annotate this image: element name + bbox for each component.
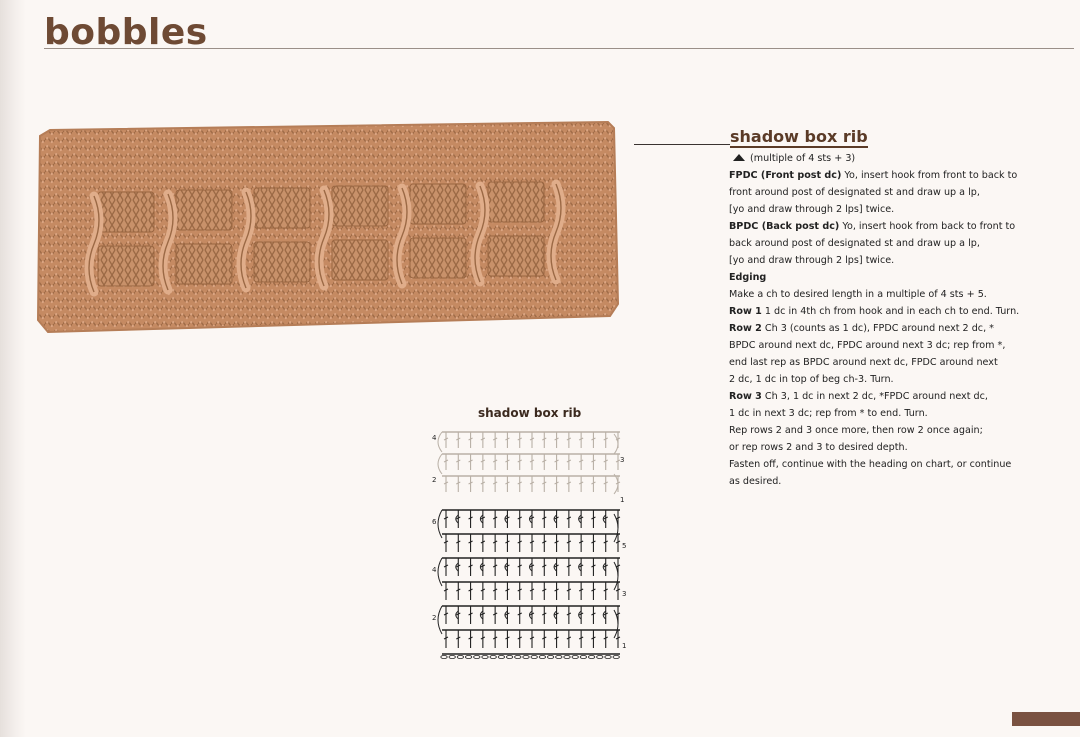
instruction-line — [729, 167, 1049, 184]
instruction-text: Make a ch to desired length in a multiple of 4 sts + 5. — [729, 289, 987, 300]
instruction-line — [729, 473, 1049, 490]
chart-heading-section — [438, 432, 620, 494]
instruction-line — [729, 354, 1049, 371]
instruction-line — [729, 422, 1049, 439]
chart-title: shadow box rib — [478, 406, 582, 420]
instruction-text: [yo and draw through 2 lps] twice. — [729, 204, 895, 215]
pattern-instructions — [729, 150, 1049, 490]
chain-stitch — [465, 655, 471, 658]
instruction-line — [729, 405, 1049, 422]
instruction-line — [729, 337, 1049, 354]
row-number: 2 — [432, 614, 437, 622]
instruction-text: Rep rows 2 and 3 once more, then row 2 once again; — [729, 425, 983, 436]
instruction-text: Yo, insert hook from front to back to — [841, 170, 1018, 181]
instruction-line — [729, 150, 1049, 167]
chain-stitch — [441, 655, 447, 658]
row-number: 5 — [622, 542, 627, 550]
instruction-line — [729, 201, 1049, 218]
instruction-bold-term: Row 1 — [729, 306, 762, 317]
chain-stitch — [605, 655, 611, 658]
turning-chain — [438, 432, 442, 452]
chain-stitch — [490, 655, 496, 658]
instruction-line — [729, 439, 1049, 456]
instruction-text: as desired. — [729, 476, 782, 487]
triangle-skill-icon — [733, 154, 745, 161]
turning-chain — [438, 558, 442, 586]
chain-stitch — [449, 655, 455, 658]
row-number: 3 — [622, 590, 627, 598]
instruction-line — [729, 218, 1049, 235]
swatch-photo — [36, 120, 620, 338]
chain-stitch — [597, 655, 603, 658]
instruction-line — [729, 456, 1049, 473]
instruction-line — [729, 286, 1049, 303]
instruction-bold-term: Row 2 — [729, 323, 762, 334]
chain-stitch — [547, 655, 553, 658]
instruction-text: (multiple of 4 sts + 3) — [750, 153, 856, 164]
chapter-tab — [1012, 712, 1080, 726]
instruction-line — [729, 235, 1049, 252]
chain-stitch — [482, 655, 488, 658]
instruction-text: [yo and draw through 2 lps] twice. — [729, 255, 895, 266]
row-number: 2 — [432, 476, 437, 484]
chain-stitch — [564, 655, 570, 658]
instruction-text: 1 dc in 4th ch from hook and in each ch to end. Turn. — [761, 306, 1020, 317]
chain-stitch — [613, 655, 619, 658]
chain-stitch — [556, 655, 562, 658]
section-title: bobbles — [44, 12, 208, 53]
chain-stitch — [572, 655, 578, 658]
pattern-name: shadow box rib — [730, 127, 868, 146]
chart-row-numbers — [432, 434, 626, 650]
row-number: 3 — [620, 456, 625, 464]
row-number: 1 — [622, 642, 627, 650]
stitch-chart — [428, 424, 638, 664]
chain-stitch — [531, 655, 537, 658]
chain-stitch — [523, 655, 529, 658]
chain-stitch — [506, 655, 512, 658]
instruction-text: Ch 3 (counts as 1 dc), FPDC around next 2 dc, * — [761, 323, 994, 334]
row-number: 4 — [432, 434, 437, 442]
instruction-bold-term: Edging — [729, 272, 767, 283]
turning-chain — [438, 454, 442, 474]
instruction-line — [729, 303, 1049, 320]
instruction-bold-term: Row 3 — [729, 391, 762, 402]
instruction-text: 2 dc, 1 dc in top of beg ch-3. Turn. — [729, 374, 894, 385]
pattern-rule — [634, 144, 730, 145]
row-number: 6 — [432, 518, 437, 526]
instruction-text: back around post of designated st and draw up a lp, — [729, 238, 980, 249]
instruction-bold-term: FPDC (Front post dc) — [729, 170, 842, 181]
instruction-text: front around post of designated st and draw up a lp, — [729, 187, 980, 198]
row-number: 1 — [620, 496, 625, 504]
instruction-text: Ch 3, 1 dc in next 2 dc, *FPDC around next dc, — [761, 391, 988, 402]
chain-stitch — [588, 655, 594, 658]
instruction-line — [729, 320, 1049, 337]
chain-stitch — [498, 655, 504, 658]
title-rule — [44, 48, 1074, 49]
row-number: 4 — [432, 566, 437, 574]
instruction-bold-term: BPDC (Back post dc) — [729, 221, 840, 232]
chain-stitch — [474, 655, 480, 658]
instruction-text: end last rep as BPDC around next dc, FPDC around next — [729, 357, 998, 368]
chain-stitch — [539, 655, 545, 658]
instruction-text: Yo, insert hook from back to front to — [839, 221, 1016, 232]
chain-stitch — [457, 655, 463, 658]
instruction-line — [729, 371, 1049, 388]
turning-chain — [438, 510, 442, 538]
instruction-text: Fasten off, continue with the heading on chart, or continue — [729, 459, 1012, 470]
instruction-line — [729, 388, 1049, 405]
instruction-text: BPDC around next dc, FPDC around next 3 dc; rep from *, — [729, 340, 1006, 351]
instruction-text: 1 dc in next 3 dc; rep from * to end. Turn. — [729, 408, 928, 419]
chain-stitch — [580, 655, 586, 658]
chart-body-section — [438, 510, 620, 659]
instruction-line — [729, 269, 1049, 286]
instruction-text: or rep rows 2 and 3 to desired depth. — [729, 442, 908, 453]
chain-stitch — [515, 655, 521, 658]
page-gutter — [0, 0, 26, 737]
turning-chain — [614, 434, 618, 454]
turning-chain — [438, 606, 442, 634]
instruction-line — [729, 252, 1049, 269]
instruction-line — [729, 184, 1049, 201]
